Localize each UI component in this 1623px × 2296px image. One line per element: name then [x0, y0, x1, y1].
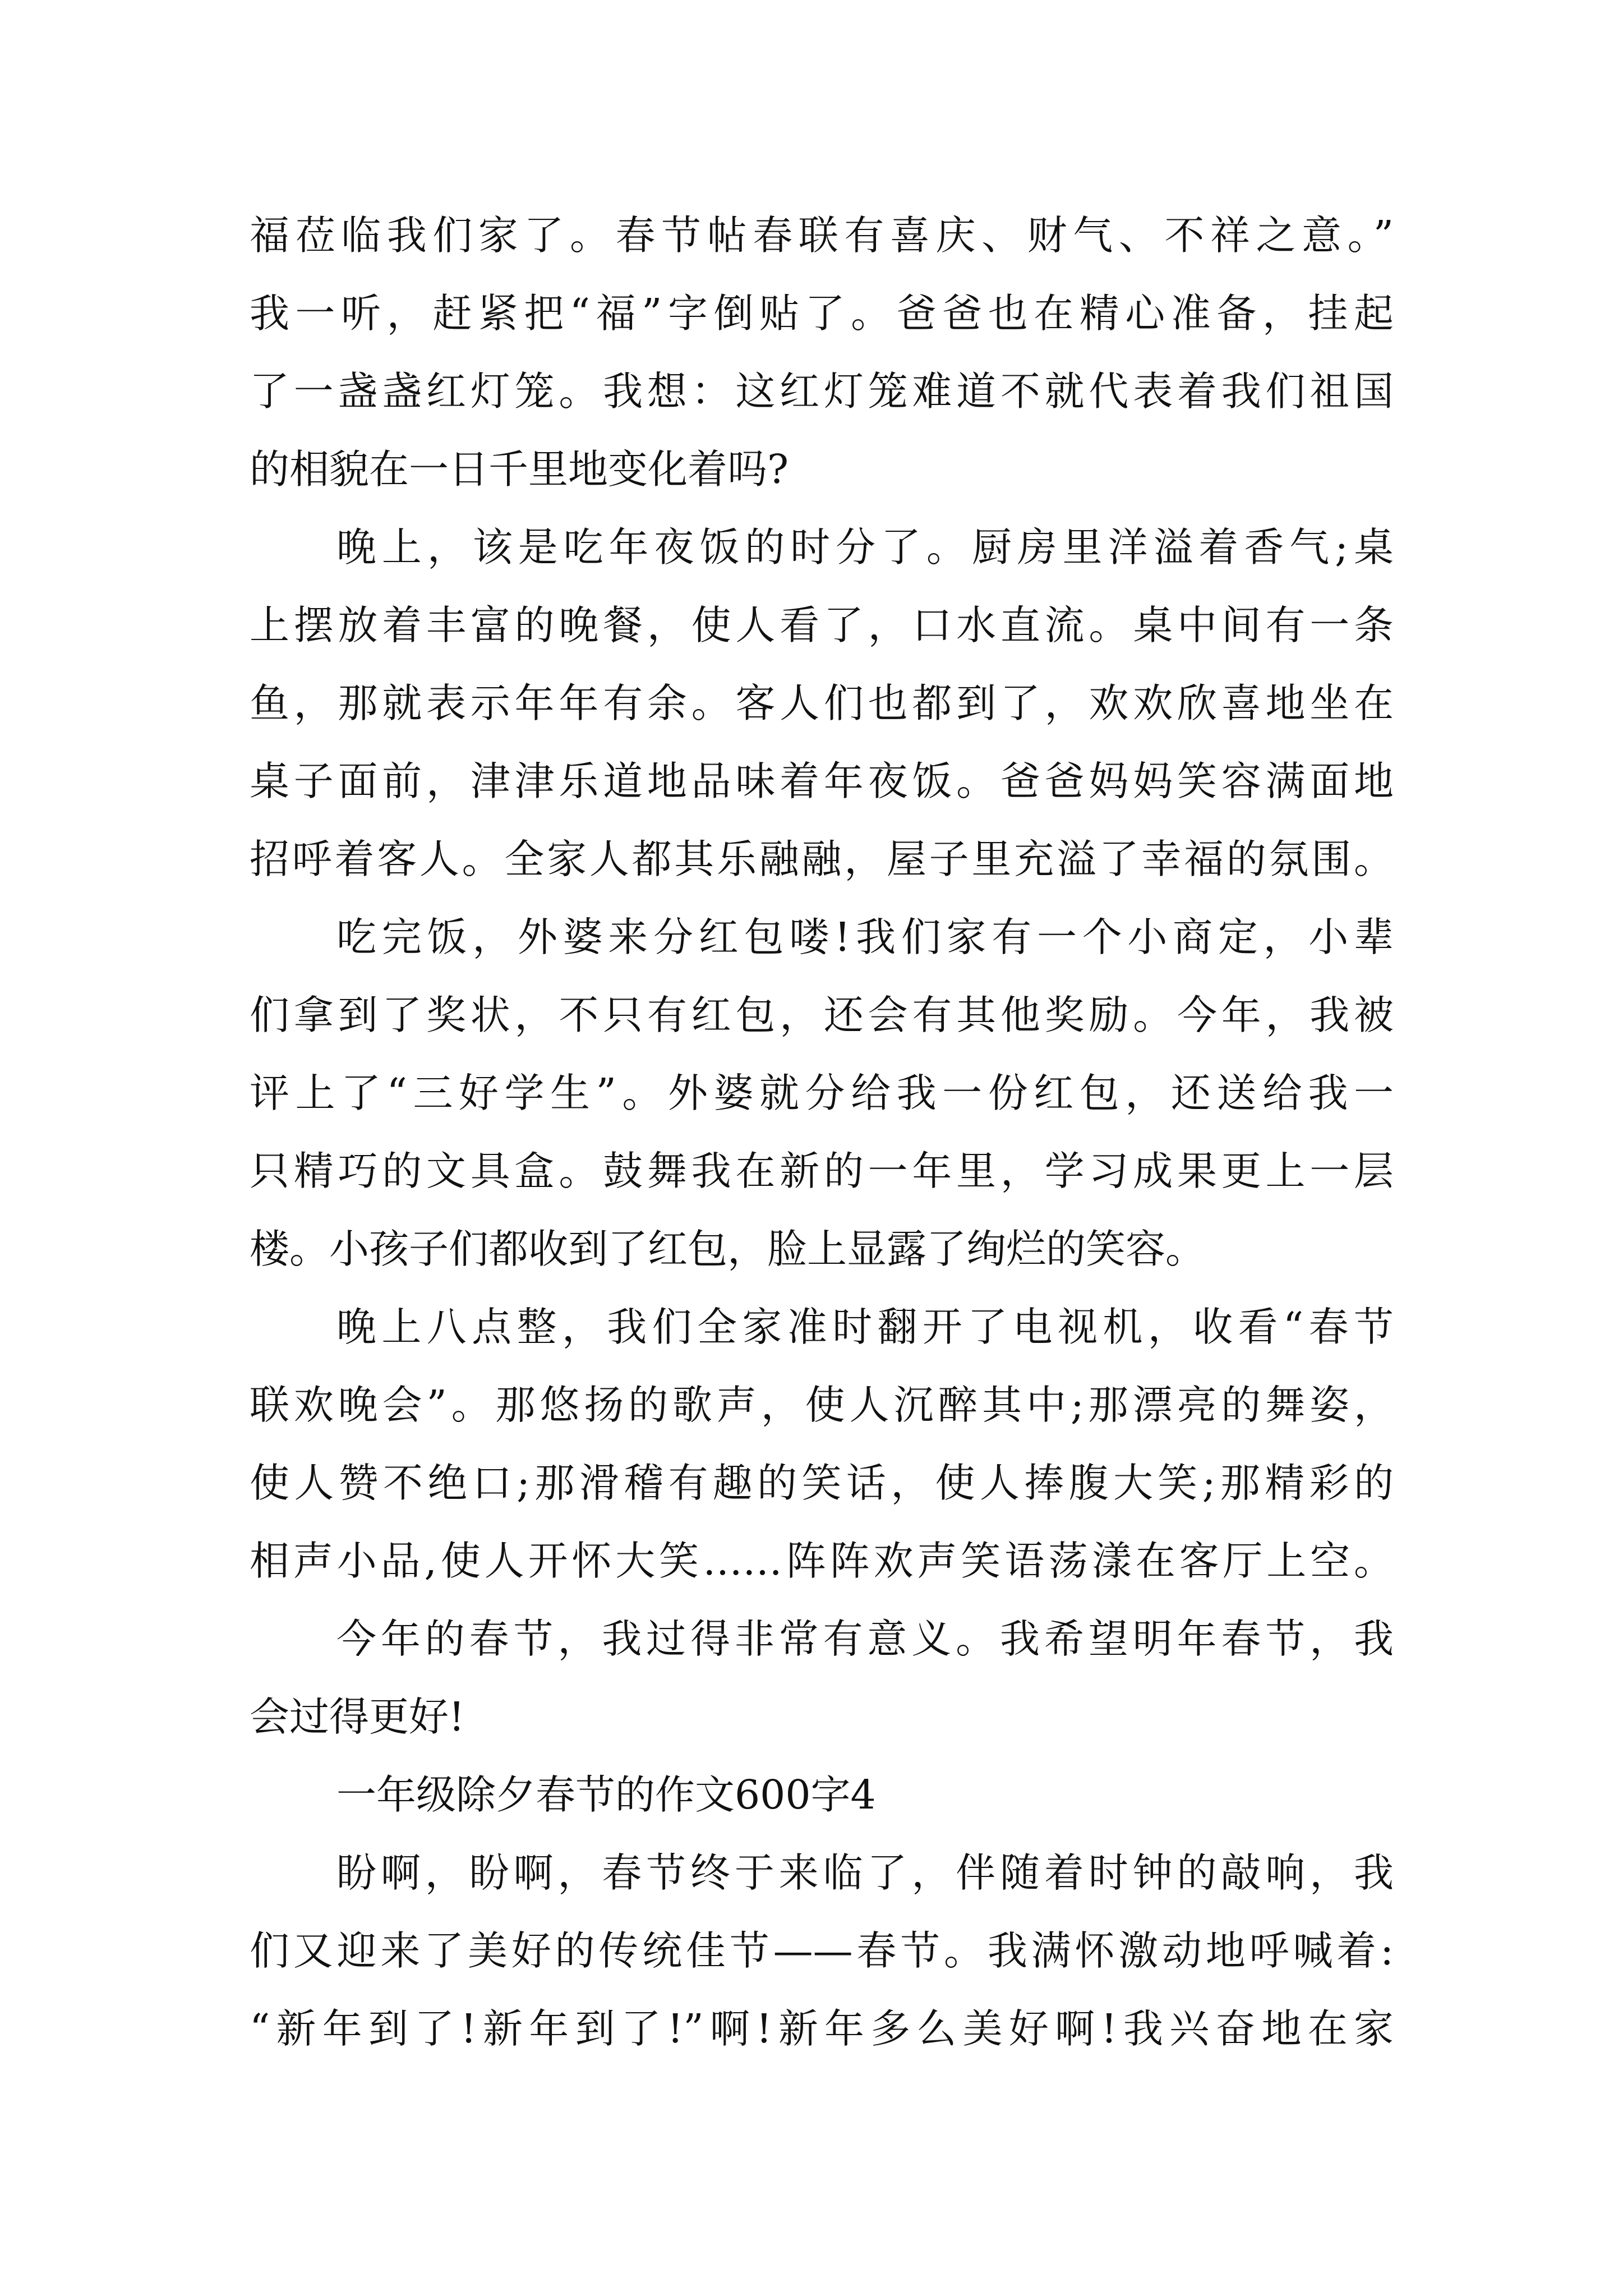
text-line: 相声小品,使人开怀大笑……阵阵欢声笑语荡漾在客厅上空。: [250, 1538, 1394, 1584]
text-line: 福莅临我们家了。春节帖春联有喜庆、财气、不祥之意。”: [250, 212, 1394, 259]
paragraph-first-line: 晚上，该是吃年夜饭的时分了。厨房里洋溢着香气;桌: [336, 524, 1394, 570]
text-line: 鱼，那就表示年年有余。客人们也都到了，欢欢欣喜地坐在: [250, 680, 1394, 726]
text-line: 会过得更好!: [250, 1694, 465, 1740]
paragraph-first-line: 今年的春节，我过得非常有意义。我希望明年春节，我: [336, 1616, 1394, 1662]
text-line: 联欢晚会”。那悠扬的歌声，使人沉醉其中;那漂亮的舞姿，: [250, 1382, 1394, 1428]
paragraph-first-line: 盼啊，盼啊，春节终于来临了，伴随着时钟的敲响，我: [336, 1849, 1394, 1896]
text-line: 的相貌在一日千里地变化着吗?: [250, 446, 789, 493]
text-line: 上摆放着丰富的晚餐，使人看了，口水直流。桌中间有一条: [250, 602, 1394, 648]
section-heading: 一年级除夕春节的作文600字4: [336, 1772, 876, 1818]
text-line: 了一盏盏红灯笼。我想：这红灯笼难道不就代表着我们祖国: [250, 368, 1394, 415]
paragraph-first-line: 吃完饭，外婆来分红包喽!我们家有一个小商定，小辈: [336, 914, 1394, 960]
text-line: 使人赞不绝口;那滑稽有趣的笑话，使人捧腹大笑;那精彩的: [250, 1460, 1394, 1506]
text-line: 们拿到了奖状，不只有红包，还会有其他奖励。今年，我被: [250, 992, 1394, 1038]
text-line: 招呼着客人。全家人都其乐融融，屋子里充溢了幸福的氛围。: [250, 836, 1394, 882]
text-line: 评上了“三好学生”。外婆就分给我一份红包，还送给我一: [250, 1070, 1394, 1116]
text-line: 桌子面前，津津乐道地品味着年夜饭。爸爸妈妈笑容满面地: [250, 758, 1394, 804]
text-line: 只精巧的文具盒。鼓舞我在新的一年里，学习成果更上一层: [250, 1148, 1394, 1194]
text-line: “新年到了!新年到了!”啊!新年多么美好啊!我兴奋地在家: [250, 2005, 1394, 2052]
paragraph-first-line: 晚上八点整，我们全家准时翻开了电视机，收看“春节: [336, 1304, 1394, 1350]
text-line: 我一听，赶紧把“福”字倒贴了。爸爸也在精心准备，挂起: [250, 290, 1394, 337]
text-line: 们又迎来了美好的传统佳节——春节。我满怀激动地呼喊着:: [250, 1927, 1394, 1974]
text-line: 楼。小孩子们都收到了红包，脸上显露了绚烂的笑容。: [250, 1226, 1206, 1272]
